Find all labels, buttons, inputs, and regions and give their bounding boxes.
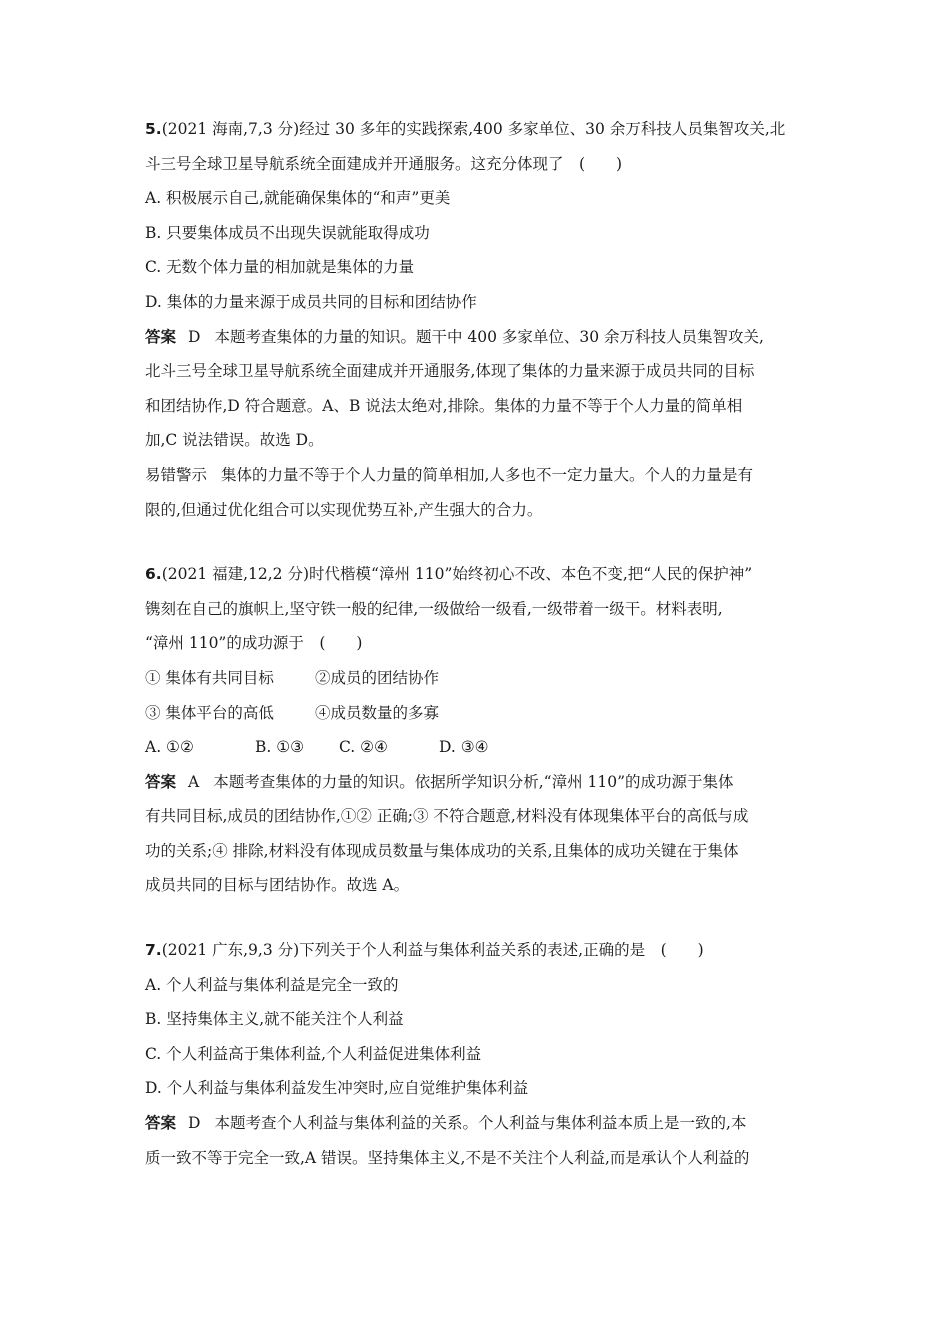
answer-text: 本题考查集体的力量的知识。依据所学知识分析,“漳州 110”的成功源于集体 bbox=[213, 772, 734, 791]
statement-2: ②成员的团结协作 bbox=[315, 668, 440, 687]
question-stem-line: “漳州 110”的成功源于 ( ) bbox=[145, 634, 363, 653]
option-a: A. 积极展示自己,就能确保集体的“和声”更美 bbox=[145, 189, 451, 208]
choice-b: B. ①③ bbox=[255, 738, 305, 757]
statement-3: ③ 集体平台的高低 bbox=[145, 703, 274, 722]
tip-line bbox=[145, 458, 825, 493]
question-5 bbox=[145, 112, 825, 527]
statement-row bbox=[145, 661, 825, 696]
choice-a: A. ①② bbox=[145, 738, 194, 757]
answer-letter: A bbox=[188, 772, 200, 791]
statement-1: ① 集体有共同目标 bbox=[145, 668, 274, 687]
answer-line bbox=[145, 320, 825, 355]
answer-text-line: 加,C 说法错误。故选 D。 bbox=[145, 431, 324, 450]
option-b: B. 坚持集体主义,就不能关注个人利益 bbox=[145, 1010, 404, 1029]
answer-text-line: 质一致不等于完全一致,A 错误。坚持集体主义,不是不关注个人利益,而是承认个人利益的 bbox=[145, 1148, 750, 1167]
question-stem-line bbox=[145, 933, 825, 968]
answer-text-line: 和团结协作,D 符合题意。A、B 说法太绝对,排除。集体的力量不等于个人力量的简单相 bbox=[145, 396, 743, 415]
option-b: B. 只要集体成员不出现失误就能取得成功 bbox=[145, 223, 430, 242]
answer-text-line: 成员共同的目标与团结协作。故选 A。 bbox=[145, 876, 410, 895]
question-stem-line bbox=[145, 112, 825, 147]
question-stem-line: 镌刻在自己的旗帜上,坚守铁一般的纪律,一级做给一级看,一级带着一级干。材料表明, bbox=[145, 599, 723, 618]
statement-4: ④成员数量的多寡 bbox=[315, 703, 440, 722]
question-stem-text: (2021 福建,12,2 分)时代楷模“漳州 110”始终初心不改、本色不变,把“人民的保护神” bbox=[161, 565, 753, 584]
spacer bbox=[145, 903, 825, 933]
answer-letter: D bbox=[188, 327, 201, 346]
question-7 bbox=[145, 933, 825, 1175]
answer-text-line: 北斗三号全球卫星导航系统全面建成并开通服务,体现了集体的力量来源于成员共同的目标 bbox=[145, 362, 755, 381]
statement-row bbox=[145, 696, 825, 731]
option-a: A. 个人利益与集体利益是完全一致的 bbox=[145, 975, 399, 994]
choice-d: D. ③④ bbox=[439, 738, 489, 757]
answer-line bbox=[145, 765, 825, 800]
choice-c: C. ②④ bbox=[339, 738, 388, 757]
question-number: 7. bbox=[145, 941, 162, 960]
option-c: C. 个人利益高于集体利益,个人利益促进集体利益 bbox=[145, 1044, 482, 1063]
question-stem-text: (2021 海南,7,3 分)经过 30 多年的实践探索,400 多家单位、30 余万科技人员集智攻关,北 bbox=[161, 120, 786, 138]
answer-label: 答案 bbox=[145, 772, 177, 791]
answer-text-line: 有共同目标,成员的团结协作,①② 正确;③ 不符合题意,材料没有体现集体平台的高低与成 bbox=[145, 807, 749, 826]
question-stem-line bbox=[145, 557, 825, 592]
question-number: 6. bbox=[145, 565, 162, 584]
question-stem-text: (2021 广东,9,3 分)下列关于个人利益与集体利益关系的表述,正确的是 ( ) bbox=[161, 941, 704, 960]
question-6 bbox=[145, 557, 825, 903]
tip-text: 集体的力量不等于个人力量的简单相加,人多也不一定力量大。个人的力量是有 bbox=[221, 465, 753, 484]
option-d: D. 个人利益与集体利益发生冲突时,应自觉维护集体利益 bbox=[145, 1079, 529, 1098]
tip-label: 易错警示 bbox=[145, 465, 208, 484]
answer-label: 答案 bbox=[145, 1114, 177, 1133]
answer-letter: D bbox=[188, 1114, 201, 1133]
answer-line bbox=[145, 1106, 825, 1141]
tip-text-line: 限的,但通过优化组合可以实现优势互补,产生强大的合力。 bbox=[145, 500, 543, 519]
answer-text: 本题考查个人利益与集体利益的关系。个人利益与集体利益本质上是一致的,本 bbox=[214, 1114, 747, 1133]
answer-label: 答案 bbox=[145, 327, 177, 346]
question-number: 5. bbox=[145, 120, 162, 138]
question-stem-line: 斗三号全球卫星导航系统全面建成并开通服务。这充分体现了 ( ) bbox=[145, 154, 623, 173]
spacer bbox=[145, 527, 825, 557]
document-page bbox=[145, 112, 825, 1175]
choice-row bbox=[145, 730, 825, 765]
option-d: D. 集体的力量来源于成员共同的目标和团结协作 bbox=[145, 292, 477, 311]
answer-text: 本题考查集体的力量的知识。题干中 400 多家单位、30 余万科技人员集智攻关, bbox=[214, 327, 764, 346]
option-c: C. 无数个体力量的相加就是集体的力量 bbox=[145, 258, 415, 277]
answer-text-line: 功的关系;④ 排除,材料没有体现成员数量与集体成功的关系,且集体的成功关键在于集体 bbox=[145, 841, 739, 860]
